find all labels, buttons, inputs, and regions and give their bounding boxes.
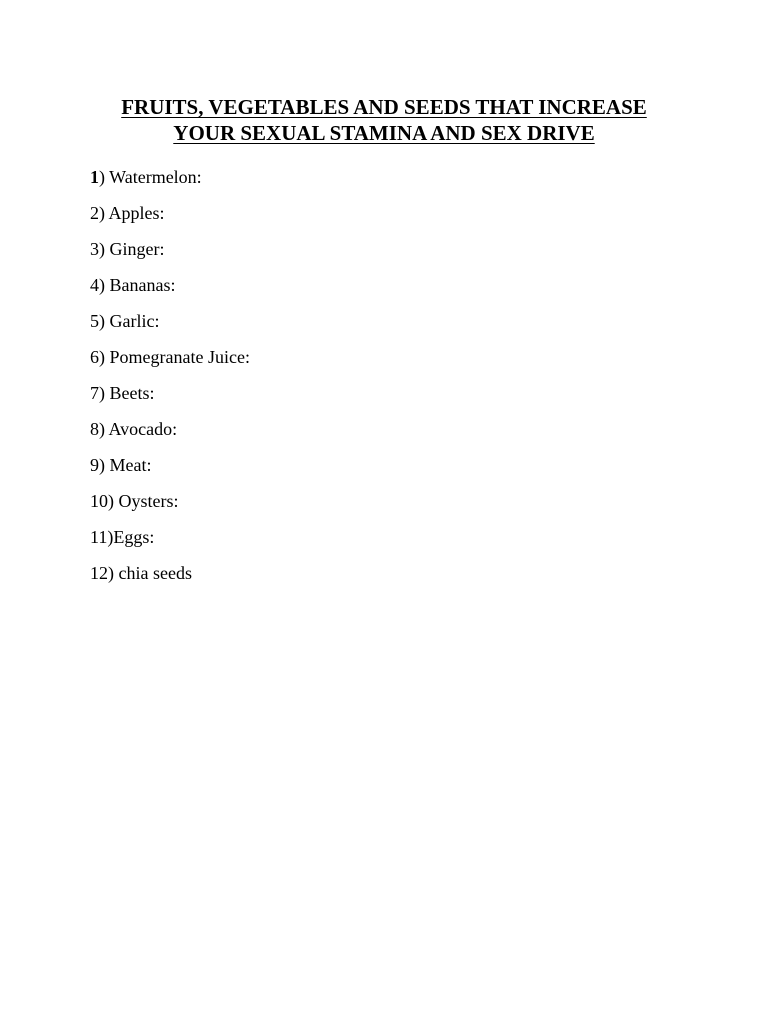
- list-item: [90, 273, 250, 309]
- item-text: ) Bananas:: [99, 275, 176, 295]
- list-item: [90, 489, 250, 525]
- item-text: ) Beets:: [99, 383, 155, 403]
- list-item: [90, 453, 250, 489]
- item-number: 4: [90, 275, 99, 295]
- item-number: 1: [90, 167, 99, 187]
- food-list: [90, 165, 250, 597]
- title-line-2: YOUR SEXUAL STAMINA AND SEX DRIVE: [173, 121, 595, 145]
- list-item: [90, 237, 250, 273]
- item-number: 7: [90, 383, 99, 403]
- list-item: [90, 201, 250, 237]
- item-number: 6: [90, 347, 99, 367]
- item-text: ) Avocado:: [99, 419, 178, 439]
- list-item: [90, 561, 250, 597]
- item-number: 8: [90, 419, 99, 439]
- item-number: 5: [90, 311, 99, 331]
- item-text: ) Pomegranate Juice:: [99, 347, 250, 367]
- list-item: [90, 381, 250, 417]
- item-text: ) Oysters:: [108, 491, 179, 511]
- item-number: 12: [90, 563, 108, 583]
- item-text: ) Apples:: [99, 203, 165, 223]
- item-number: 10: [90, 491, 108, 511]
- item-number: 9: [90, 455, 99, 475]
- list-item: [90, 417, 250, 453]
- item-text: ) Garlic:: [99, 311, 160, 331]
- item-text: ) Watermelon:: [99, 167, 202, 187]
- item-text: )Eggs:: [107, 527, 155, 547]
- list-item: [90, 165, 250, 201]
- document-title: [60, 94, 708, 146]
- list-item: [90, 525, 250, 561]
- list-item: [90, 345, 250, 381]
- item-number: 3: [90, 239, 99, 259]
- item-number: 11: [90, 527, 108, 547]
- item-text: ) chia seeds: [108, 563, 192, 583]
- title-line-1: FRUITS, VEGETABLES AND SEEDS THAT INCREASE: [121, 95, 647, 119]
- list-item: [90, 309, 250, 345]
- item-text: ) Meat:: [99, 455, 152, 475]
- item-text: ) Ginger:: [99, 239, 165, 259]
- item-number: 2: [90, 203, 99, 223]
